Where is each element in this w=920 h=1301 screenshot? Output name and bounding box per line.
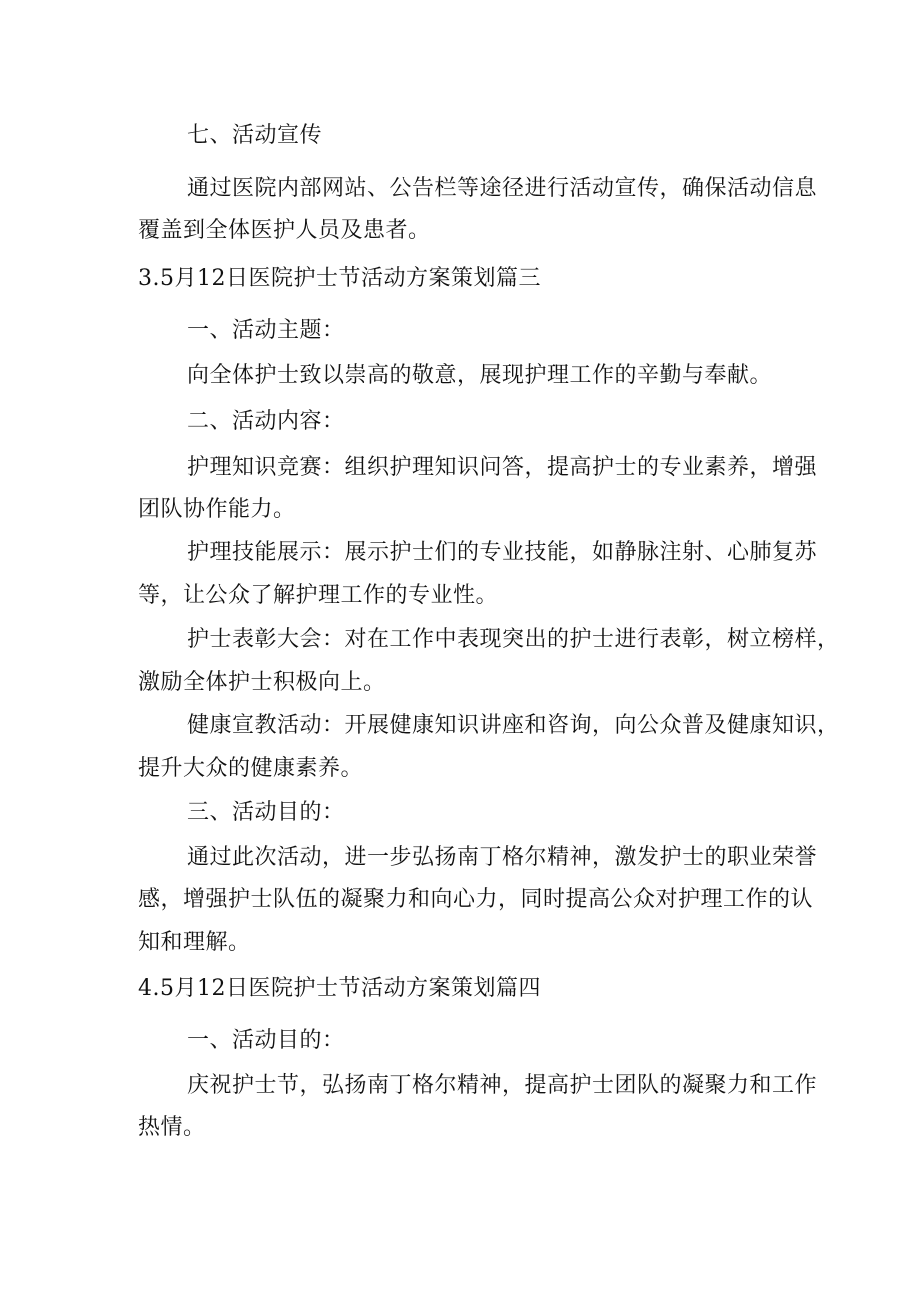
- paragraph-line: 护理知识竞赛：组织护理知识问答，提高护士的专业素养，增强: [187, 455, 818, 480]
- section-heading-theme: 一、活动主题：: [187, 318, 345, 343]
- paragraph-line: 护理技能展示：展示护士们的专业技能，如静脉注射、心肺复苏: [187, 540, 818, 565]
- paragraph-line: 向全体护士致以崇高的敬意，展现护理工作的辛勤与奉献。: [187, 363, 773, 388]
- paragraph-line: 激励全体护士积极向上。: [138, 670, 386, 695]
- paragraph-line: 护士表彰大会：对在工作中表现突出的护士进行表彰，树立榜样，: [187, 627, 840, 652]
- section-heading-purpose: 一、活动目的：: [187, 1028, 345, 1053]
- paragraph-line: 感，增强护士队伍的凝聚力和向心力，同时提高公众对护理工作的认: [138, 887, 814, 912]
- paragraph-line: 热情。: [138, 1115, 206, 1140]
- paragraph-line: 团队协作能力。: [138, 497, 296, 522]
- section-heading-purpose: 三、活动目的：: [187, 800, 345, 825]
- paragraph-line: 知和理解。: [138, 930, 251, 955]
- section-heading-publicity: 七、活动宣传: [187, 123, 323, 148]
- section-heading-content: 二、活动内容：: [187, 409, 345, 434]
- paragraph-line: 覆盖到全体医护人员及患者。: [138, 218, 431, 243]
- plan-title-3: 3.5月12日医院护士节活动方案策划篇三: [138, 266, 541, 291]
- paragraph-line: 健康宣教活动：开展健康知识讲座和咨询，向公众普及健康知识，: [187, 713, 840, 738]
- paragraph-line: 通过医院内部网站、公告栏等途径进行活动宣传，确保活动信息: [187, 176, 818, 201]
- paragraph-line: 通过此次活动，进一步弘扬南丁格尔精神，激发护士的职业荣誉: [187, 845, 818, 870]
- plan-title-4: 4.5月12日医院护士节活动方案策划篇四: [138, 976, 541, 1001]
- paragraph-line: 提升大众的健康素养。: [138, 756, 364, 781]
- paragraph-line: 庆祝护士节，弘扬南丁格尔精神，提高护士团队的凝聚力和工作: [187, 1073, 818, 1098]
- paragraph-line: 等，让公众了解护理工作的专业性。: [138, 583, 499, 608]
